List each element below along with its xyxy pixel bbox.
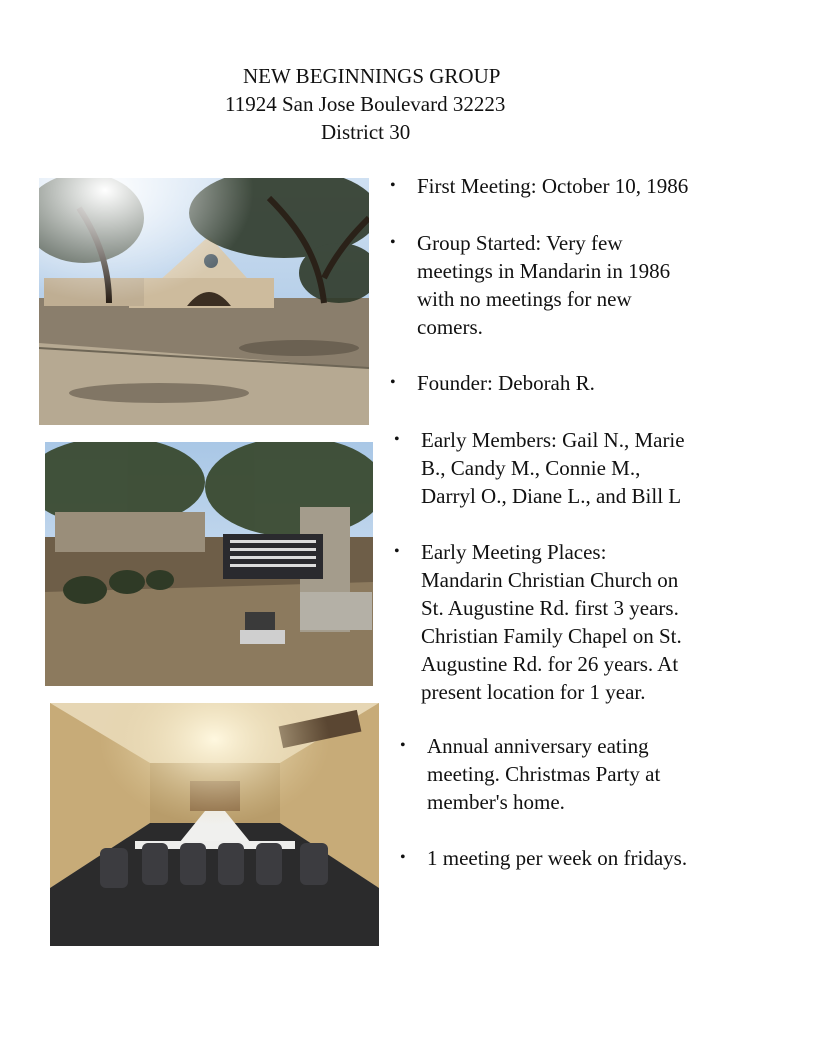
list-item-line: comers. (417, 315, 483, 339)
list-item-line: B., Candy M., Connie M., (421, 456, 641, 480)
list-item-line: meetings in Mandarin in 1986 (417, 259, 671, 283)
list-item-line: meeting. Christmas Party at (427, 762, 661, 786)
list-item-line: Early Members: Gail N., Marie (421, 428, 685, 452)
group-name: NEW BEGINNINGS GROUP (243, 64, 501, 88)
list-item-line: Darryl O., Diane L., and Bill L (421, 484, 682, 508)
group-district: District 30 (321, 120, 411, 144)
list-item-line: present location for 1 year. (421, 680, 646, 704)
list-item-line: Mandarin Christian Church on (421, 568, 679, 592)
meeting-room-photo (50, 703, 379, 946)
list-item-line: Annual anniversary eating (427, 734, 649, 758)
list-item-line: Christian Family Chapel on St. (421, 624, 682, 648)
list-item-line: Group Started: Very few (417, 231, 623, 255)
list-item-line: Augustine Rd. for 26 years. At (421, 652, 679, 676)
list-item-line: Early Meeting Places: (421, 540, 607, 564)
list-item-line: Founder: Deborah R. (417, 371, 595, 395)
bullet-dot-icon: • (390, 234, 396, 251)
group-address: 11924 San Jose Boulevard 32223 (225, 92, 506, 116)
bullet-dot-icon: • (390, 374, 396, 391)
church-sign-photo (45, 442, 373, 686)
list-item-line: 1 meeting per week on fridays. (427, 846, 688, 870)
bullet-dot-icon: • (400, 849, 406, 866)
bullet-dot-icon: • (400, 737, 406, 754)
list-item-line: St. Augustine Rd. first 3 years. (421, 596, 679, 620)
church-exterior-photo (39, 178, 369, 425)
list-item-line: First Meeting: October 10, 1986 (417, 174, 689, 198)
list-item-line: member's home. (427, 790, 565, 814)
bullet-dot-icon: • (394, 431, 400, 448)
list-item-line: with no meetings for new (417, 287, 632, 311)
bullet-dot-icon: • (394, 543, 400, 560)
bullet-dot-icon: • (390, 177, 396, 194)
